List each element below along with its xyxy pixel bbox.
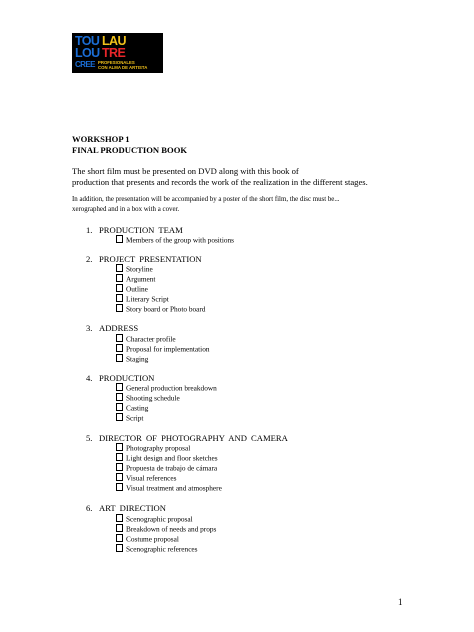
checkbox-icon	[116, 534, 123, 542]
list-item: Shooting schedule	[116, 393, 180, 404]
checkbox-icon	[116, 514, 123, 522]
list-item: Script	[116, 413, 143, 424]
logo	[72, 33, 163, 73]
checkbox-icon	[116, 544, 123, 552]
checkbox-icon	[116, 473, 123, 481]
list-item: General production breakdown	[116, 383, 217, 394]
page-number: 1	[398, 597, 403, 607]
section-title: ART DIRECTION	[99, 503, 166, 513]
logo-word-tou: TOU	[75, 34, 100, 48]
list-item: Casting	[116, 403, 148, 414]
list-item: Character profile	[116, 334, 176, 345]
section-number: 5.	[86, 433, 93, 443]
section-title: PRODUCTION TEAM	[99, 225, 183, 235]
checkbox-icon	[116, 304, 123, 312]
list-item: Visual treatment and atmosphere	[116, 483, 222, 494]
logo-tagline-1: PROFESIONALES	[98, 60, 135, 65]
section-title: DIRECTOR OF PHOTOGRAPHY AND CAMERA	[99, 433, 288, 443]
workshop-title: WORKSHOP 1	[72, 134, 130, 144]
list-item: Storyline	[116, 264, 153, 275]
list-item: Scenographic references	[116, 544, 198, 555]
list-item: Light design and floor sketches	[116, 453, 218, 464]
checkbox-icon	[116, 284, 123, 292]
intro-line-2: production that presents and records the work of the realization in the different stages.	[72, 177, 368, 187]
section-number: 4.	[86, 373, 93, 383]
list-item: Story board or Photo board	[116, 304, 205, 315]
list-item: Members of the group with positions	[116, 235, 234, 246]
section-number: 3.	[86, 323, 93, 333]
checkbox-icon	[116, 235, 123, 243]
section-number: 2.	[86, 254, 93, 264]
section-title: PRODUCTION	[99, 373, 155, 383]
list-item: Costume proposal	[116, 534, 179, 545]
logo-word-lau: LAU	[102, 34, 126, 48]
checkbox-icon	[116, 294, 123, 302]
checkbox-icon	[116, 443, 123, 451]
addition-line-2: xerographed and in a box with a cover.	[72, 206, 180, 213]
list-item: Argument	[116, 274, 155, 285]
list-item: Propuesta de trabajo de cámara	[116, 463, 217, 474]
list-item: Scenographic proposal	[116, 514, 193, 525]
checkbox-icon	[116, 483, 123, 491]
list-item: Proposal for implementation	[116, 344, 210, 355]
list-item: Breakdown of needs and props	[116, 524, 216, 535]
intro-line-1: The short film must be presented on DVD along with this book of	[72, 166, 299, 176]
checkbox-icon	[116, 383, 123, 391]
document-title: FINAL PRODUCTION BOOK	[72, 145, 188, 155]
logo-word-tre: TRE	[102, 46, 126, 60]
section-title: ADDRESS	[99, 323, 139, 333]
checkbox-icon	[116, 453, 123, 461]
list-item: Staging	[116, 354, 148, 365]
checkbox-icon	[116, 274, 123, 282]
list-item: Literary Script	[116, 294, 169, 305]
addition-line-1: In addition, the presentation will be accompanied by a poster of the short film, the disc must be...	[72, 196, 340, 203]
checkbox-icon	[116, 393, 123, 401]
checkbox-icon	[116, 354, 123, 362]
list-item: Visual references	[116, 473, 176, 484]
checkbox-icon	[116, 334, 123, 342]
checkbox-icon	[116, 413, 123, 421]
logo-word-cree: CREE	[75, 60, 95, 69]
checkbox-icon	[116, 524, 123, 532]
checkbox-icon	[116, 463, 123, 471]
section-number: 6.	[86, 503, 93, 513]
checkbox-icon	[116, 344, 123, 352]
checkbox-icon	[116, 264, 123, 272]
list-item: Outline	[116, 284, 148, 295]
checkbox-icon	[116, 403, 123, 411]
section-number: 1.	[86, 225, 93, 235]
section-title: PROJECT PRESENTATION	[99, 254, 202, 264]
logo-word-lou: LOU	[75, 46, 100, 60]
list-item: Photography proposal	[116, 443, 190, 454]
logo-tagline-2: CON ALMA DE ARTISTA	[98, 65, 148, 70]
